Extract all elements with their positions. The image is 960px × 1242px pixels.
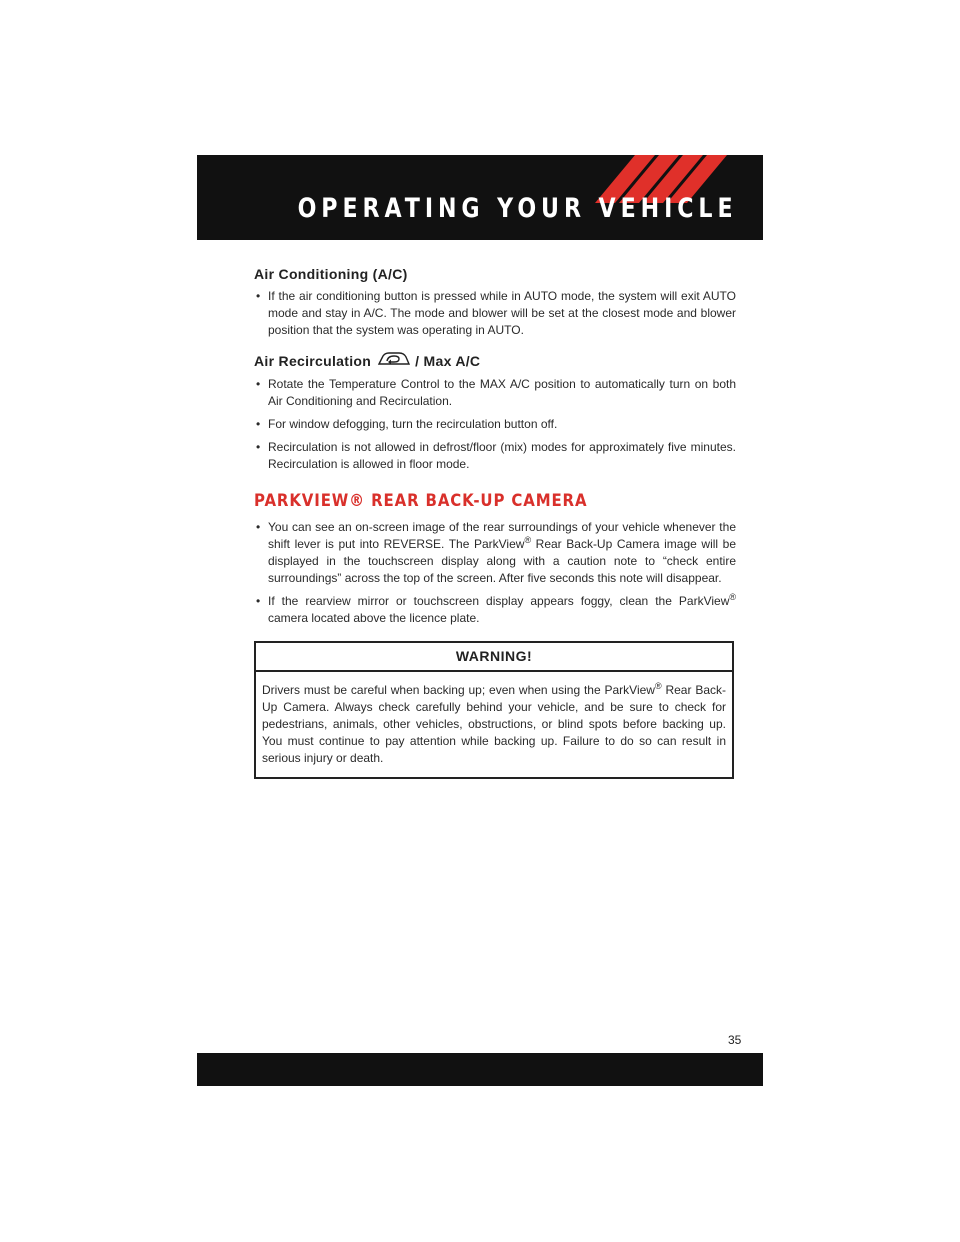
recirc-heading-suffix: / Max A/C xyxy=(415,352,481,369)
warning-text: Drivers must be careful when backing up; even when using the ParkView® Rear Back-Up Camera. Always check carefully behind your vehicle, and be sure to check for pedestrians, animals, other vehicles, obstructions, or blind spots before backing up. You must continue to pay attention while backing up. Failure to do so can result in serious injury or death. xyxy=(262,681,726,765)
list-item: • If the air conditioning button is pressed while in AUTO mode, the system will exit AUTO mode and stay in A/C. The mode and blower will be set at the closest mode and blower position that the system was operating in AUTO. xyxy=(254,288,736,339)
header-title: OPERATING YOUR VEHICLE xyxy=(297,193,737,224)
registered-mark: ® xyxy=(729,592,736,602)
registered-mark: ® xyxy=(654,681,662,691)
section-parkview xyxy=(254,491,736,779)
list-item: • If the rearview mirror or touchscreen display appears foggy, clean the ParkView® camera located above the licence plate. xyxy=(254,593,736,627)
section-air-conditioning xyxy=(254,266,736,339)
recirculation-icon xyxy=(377,351,411,370)
recirc-list xyxy=(254,376,736,473)
registered-mark: ® xyxy=(524,535,532,545)
footer-bar xyxy=(197,1053,763,1086)
page-number: 35 xyxy=(728,1033,742,1047)
parkview-list xyxy=(254,519,736,627)
parkview-heading: PARKVIEW® REAR BACK-UP CAMERA xyxy=(254,491,588,511)
warning-box xyxy=(254,641,734,779)
list-item: • You can see an on-screen image of the rear surroundings of your vehicle whenever the shift lever is put into REVERSE. The ParkView® Rear Back-Up Camera image will be displayed in the touchscreen display along with a caution note to “check entire surroundings” across the top of the screen. After five seconds this note will disappear. xyxy=(254,519,736,587)
ac-list xyxy=(254,288,736,339)
page-content xyxy=(254,266,736,779)
ac-heading: Air Conditioning (A/C) xyxy=(254,266,408,282)
header-bar xyxy=(197,155,763,240)
recirc-heading xyxy=(254,351,736,370)
section-air-recirculation xyxy=(254,351,736,473)
recirc-heading-label: Air Recirculation xyxy=(254,352,372,369)
warning-title: WARNING! xyxy=(256,643,732,672)
list-item: • For window defogging, turn the recirculation button off. xyxy=(254,416,736,433)
list-item: • Rotate the Temperature Control to the MAX A/C position to automatically turn on both Air Conditioning and Recirculation. xyxy=(254,376,736,410)
list-item: • Recirculation is not allowed in defrost/floor (mix) modes for approximately five minutes. Recirculation is allowed in floor mode. xyxy=(254,439,736,473)
